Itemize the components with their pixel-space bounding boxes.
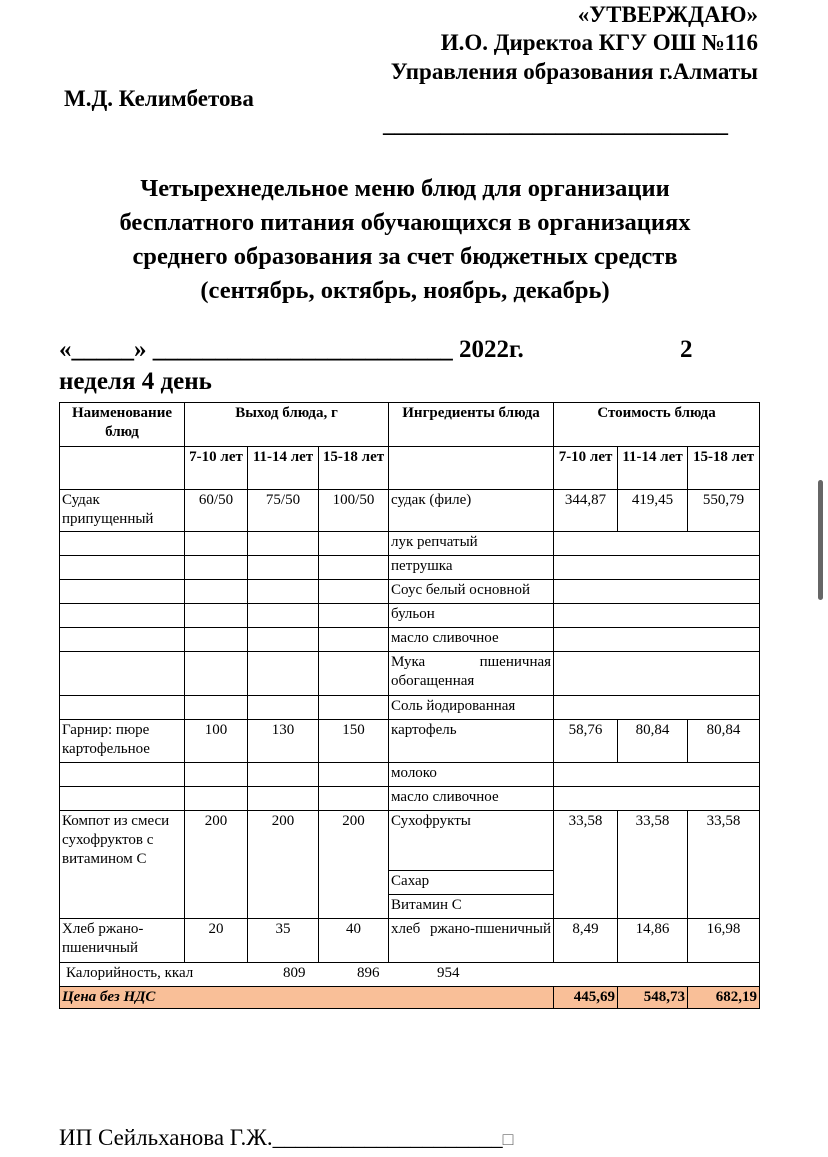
yield-value: 75/50 [248, 490, 319, 532]
empty-cell [60, 447, 185, 490]
ingredient-name: Витамин С [389, 895, 554, 919]
empty-cell [248, 628, 319, 652]
empty-cell [319, 787, 389, 811]
empty-cell [319, 580, 389, 604]
cost-value: 419,45 [618, 490, 688, 532]
scrollbar[interactable] [818, 480, 823, 600]
week-day: неделя 4 день [59, 368, 212, 395]
week-number: 2 [680, 336, 693, 363]
empty-cell [554, 652, 760, 696]
cost-value: 16,98 [688, 919, 760, 963]
yield-value: 40 [319, 919, 389, 963]
empty-cell [248, 787, 319, 811]
ingredient-name: картофель [389, 720, 554, 763]
cost-value: 58,76 [554, 720, 618, 763]
empty-cell [554, 532, 760, 556]
ingredient-name: Мука пшеничная обогащенная [389, 652, 554, 696]
ingredient-name: судак (филе) [389, 490, 554, 532]
header-age: 7-10 лет [554, 447, 618, 490]
table-row [60, 811, 760, 871]
empty-cell [319, 652, 389, 696]
empty-cell [60, 652, 185, 696]
empty-cell [319, 556, 389, 580]
document-title [40, 172, 770, 308]
table-row [60, 556, 760, 580]
empty-cell [60, 580, 185, 604]
calories-value: 896 [357, 965, 380, 981]
empty-cell [554, 580, 760, 604]
empty-cell [319, 628, 389, 652]
header-age: 7-10 лет [185, 447, 248, 490]
empty-cell [248, 696, 319, 720]
price-value: 548,73 [618, 987, 688, 1009]
calories-value: 954 [437, 965, 460, 981]
empty-cell [554, 787, 760, 811]
ingredient-name: Сухофрукты [389, 811, 554, 871]
header-ingredients: Ингредиенты блюда [389, 403, 554, 447]
title-line: бесплатного питания обучающихся в организациях [119, 209, 691, 236]
yield-value: 20 [185, 919, 248, 963]
ingredient-name: бульон [389, 604, 554, 628]
table-row [60, 763, 760, 787]
yield-value: 100 [185, 720, 248, 763]
yield-value: 200 [319, 811, 389, 919]
approve-heading: «УТВЕРЖДАЮ» [577, 2, 758, 27]
dish-name: Компот из смеси сухофруктов с витамином С [60, 811, 185, 919]
empty-cell [185, 556, 248, 580]
empty-cell [319, 696, 389, 720]
empty-cell [185, 628, 248, 652]
ingredient-name: Соль йодированная [389, 696, 554, 720]
title-line: (сентябрь, октябрь, ноябрь, декабрь) [200, 277, 610, 304]
cost-value: 80,84 [688, 720, 760, 763]
table-row [60, 652, 760, 696]
cost-value: 344,87 [554, 490, 618, 532]
header-cost: Стоимость блюда [554, 403, 760, 447]
table-row [60, 720, 760, 763]
table-row [60, 628, 760, 652]
title-line: Четырехнедельное меню блюд для организации [140, 175, 670, 202]
ingredient-name: масло сливочное [389, 628, 554, 652]
cost-value: 33,58 [618, 811, 688, 919]
empty-cell [185, 652, 248, 696]
header-name: Наименование блюд [60, 403, 185, 447]
empty-cell [554, 604, 760, 628]
cost-value: 80,84 [618, 720, 688, 763]
yield-value: 100/50 [319, 490, 389, 532]
signature-line: ______________________________ [383, 112, 728, 137]
empty-cell [554, 628, 760, 652]
ingredient-name: петрушка [389, 556, 554, 580]
yield-value: 60/50 [185, 490, 248, 532]
table-row [60, 696, 760, 720]
yield-value: 130 [248, 720, 319, 763]
table-row [60, 919, 760, 963]
empty-cell [185, 696, 248, 720]
director-position: И.О. Директоа КГУ ОШ №116 [440, 30, 758, 55]
empty-cell [185, 580, 248, 604]
signer-line [59, 1125, 514, 1151]
header-age: 11-14 лет [248, 447, 319, 490]
ingredient-name: молоко [389, 763, 554, 787]
header-age: 15-18 лет [319, 447, 389, 490]
yield-value: 35 [248, 919, 319, 963]
price-value: 682,19 [688, 987, 760, 1009]
empty-cell [185, 763, 248, 787]
price-label: Цена без НДС [60, 987, 554, 1009]
empty-cell [554, 556, 760, 580]
cost-value: 550,79 [688, 490, 760, 532]
calories-row [60, 963, 760, 987]
ingredient-name: масло сливочное [389, 787, 554, 811]
empty-cell [554, 763, 760, 787]
department: Управления образования г.Алматы [390, 59, 758, 84]
empty-cell [554, 696, 760, 720]
box-glyph: □ [502, 1129, 514, 1149]
empty-cell [248, 763, 319, 787]
table-row [60, 604, 760, 628]
cost-value: 14,86 [618, 919, 688, 963]
dish-name: Гарнир: пюре картофельное [60, 720, 185, 763]
ingredient-name: Сахар [389, 871, 554, 895]
yield-value: 200 [248, 811, 319, 919]
calories-label: Калорийность, ккал [66, 965, 194, 981]
date-field: «_____» ________________________ 2022г. [59, 336, 524, 363]
table-row [60, 580, 760, 604]
cost-value: 33,58 [554, 811, 618, 919]
empty-cell [60, 604, 185, 628]
cost-value: 8,49 [554, 919, 618, 963]
empty-cell [319, 763, 389, 787]
empty-cell [60, 532, 185, 556]
signer-name: ИП Сейльханова Г.Ж.____________________ [59, 1125, 503, 1150]
dish-name: Хлеб ржано-пшеничный [60, 919, 185, 963]
ingredient-name: Соус белый основной [389, 580, 554, 604]
empty-cell [248, 580, 319, 604]
ingredient-name: лук репчатый [389, 532, 554, 556]
empty-cell [185, 604, 248, 628]
dish-name: Судак припущенный [60, 490, 185, 532]
header-yield: Выход блюда, г [185, 403, 389, 447]
menu-table [59, 402, 760, 1009]
empty-cell [60, 787, 185, 811]
empty-cell [389, 447, 554, 490]
empty-cell [60, 763, 185, 787]
table-row [60, 532, 760, 556]
empty-cell [185, 532, 248, 556]
empty-cell [319, 532, 389, 556]
empty-cell [60, 628, 185, 652]
yield-value: 200 [185, 811, 248, 919]
empty-cell [60, 696, 185, 720]
price-value: 445,69 [554, 987, 618, 1009]
empty-cell [185, 787, 248, 811]
empty-cell [248, 652, 319, 696]
empty-cell [248, 604, 319, 628]
table-row [60, 787, 760, 811]
table-row [60, 490, 760, 532]
header-age: 11-14 лет [618, 447, 688, 490]
empty-cell [248, 556, 319, 580]
empty-cell [319, 604, 389, 628]
director-name: М.Д. Келимбетова [64, 86, 254, 111]
empty-cell [60, 556, 185, 580]
cost-value: 33,58 [688, 811, 760, 919]
empty-cell [248, 532, 319, 556]
yield-value: 150 [319, 720, 389, 763]
header-age: 15-18 лет [688, 447, 760, 490]
ingredient-name: хлеб ржано-пшеничный [389, 919, 554, 963]
title-line: среднего образования за счет бюджетных средств [132, 243, 678, 270]
calories-value: 809 [283, 965, 306, 981]
